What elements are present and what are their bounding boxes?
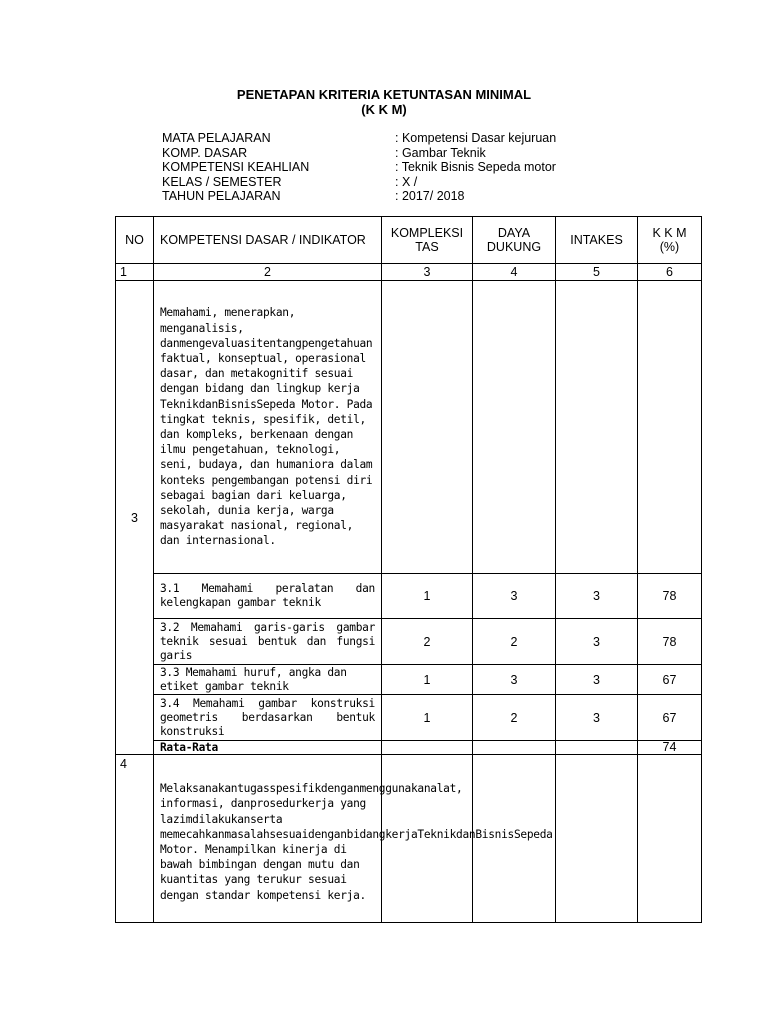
kd3-row [116, 281, 702, 574]
meta-value: : 2017/ 2018 [395, 189, 465, 203]
kkm-table [115, 216, 702, 923]
indicator-row [116, 695, 702, 741]
meta-value: : Gambar Teknik [395, 145, 486, 160]
meta-row [162, 146, 582, 161]
empty-cell [382, 281, 473, 574]
header-daya-dukung: DAYA DUKUNG [473, 217, 556, 264]
indicator-text: 3.3 Memahami huruf, angka dan etiket gambar teknik [154, 665, 382, 695]
intakes-value: 3 [556, 574, 638, 619]
meta-info [162, 131, 582, 204]
daya-dukung-value: 3 [473, 665, 556, 695]
header-no: NO [116, 217, 154, 264]
indicator-row [116, 665, 702, 695]
intakes-value: 3 [556, 619, 638, 665]
kd3-number: 3 [116, 281, 154, 755]
daya-dukung-value: 3 [473, 574, 556, 619]
kompleksitas-value: 1 [382, 665, 473, 695]
header-kompleksitas: KOMPLEKSI TAS [382, 217, 473, 264]
meta-label: KOMP. DASAR [162, 145, 248, 160]
kkm-value: 67 [638, 665, 702, 695]
column-number: 4 [473, 264, 556, 281]
meta-label: KELAS / SEMESTER [162, 174, 282, 189]
intakes-value: 3 [556, 665, 638, 695]
header-row [116, 217, 702, 264]
kd4-number: 4 [116, 755, 154, 923]
meta-value: : Kompetensi Dasar kejuruan [395, 131, 557, 145]
kompleksitas-value: 1 [382, 574, 473, 619]
meta-label: TAHUN PELAJARAN [162, 189, 281, 203]
kd4-row [116, 755, 702, 923]
meta-row [162, 189, 582, 204]
average-label: Rata-Rata [154, 741, 382, 755]
meta-label: KOMPETENSI KEAHLIAN [162, 160, 310, 174]
header-kompetensi-dasar: KOMPETENSI DASAR / INDIKATOR [154, 217, 382, 264]
meta-label: MATA PELAJARAN [162, 131, 271, 145]
meta-row [162, 131, 582, 146]
header-intakes: INTAKES [556, 217, 638, 264]
indicator-row [116, 619, 702, 665]
empty-cell [556, 755, 638, 923]
intakes-value: 3 [556, 695, 638, 741]
column-number-row [116, 264, 702, 281]
kd4-description: Melaksanakantugasspesifikdenganmenggunakanalat, informasi, danprosedurkerja yang lazimdilakukanserta memecahkanmasalahsesuaidenganbidangkerjaTeknikdanBisnisSepeda Motor. Menampilkan kinerja di bawah bimbingan dengan mutu dan kuantitas yang terukur sesuai dengan standar kompetensi kerja. [154, 755, 382, 923]
indicator-text: 3.4 Memahami gambar konstruksi geometris berdasarkan bentuk konstruksi [154, 695, 382, 741]
column-number: 6 [638, 264, 702, 281]
empty-cell [638, 755, 702, 923]
indicator-row [116, 574, 702, 619]
empty-cell [556, 741, 638, 755]
meta-row [162, 160, 582, 175]
empty-cell [473, 741, 556, 755]
empty-cell [473, 281, 556, 574]
kd3-description: Memahami, menerapkan, menganalisis, danmengevaluasitentangpengetahuan faktual, konseptual, operasional dasar, dan metakognitif sesuai dengan bidang dan lingkup kerja TeknikdanBisnisSepeda Motor. Pada tingkat teknis, spesifik, detil, dan kompleks, berkenaan dengan ilmu pengetahuan, teknologi, seni, budaya, dan humaniora dalam konteks pengembangan potensi diri sebagai bagian dari keluarga, sekolah, dunia kerja, warga masyarakat nasional, regional, dan internasional. [154, 281, 382, 574]
kkm-value: 67 [638, 695, 702, 741]
kompleksitas-value: 2 [382, 619, 473, 665]
meta-value: : Teknik Bisnis Sepeda motor [395, 160, 556, 174]
column-number: 1 [116, 264, 154, 281]
indicator-text: 3.1 Memahami peralatan dan kelengkapan gambar teknik [154, 574, 382, 619]
kkm-value: 78 [638, 619, 702, 665]
document-title: PENETAPAN KRITERIA KETUNTASAN MINIMAL [236, 87, 532, 102]
average-row [116, 741, 702, 755]
daya-dukung-value: 2 [473, 619, 556, 665]
column-number: 2 [154, 264, 382, 281]
kkm-value: 78 [638, 574, 702, 619]
daya-dukung-value: 2 [473, 695, 556, 741]
empty-cell [556, 281, 638, 574]
document-subtitle: (K K M) [361, 102, 407, 117]
empty-cell [638, 281, 702, 574]
kompleksitas-value: 1 [382, 695, 473, 741]
average-value: 74 [638, 741, 702, 755]
column-number: 3 [382, 264, 473, 281]
column-number: 5 [556, 264, 638, 281]
meta-row [162, 175, 582, 190]
empty-cell [382, 741, 473, 755]
header-kkm: K K M (%) [638, 217, 702, 264]
meta-value: : X / [395, 174, 418, 189]
indicator-text: 3.2 Memahami garis-garis gambar teknik sesuai bentuk dan fungsi garis [154, 619, 382, 665]
